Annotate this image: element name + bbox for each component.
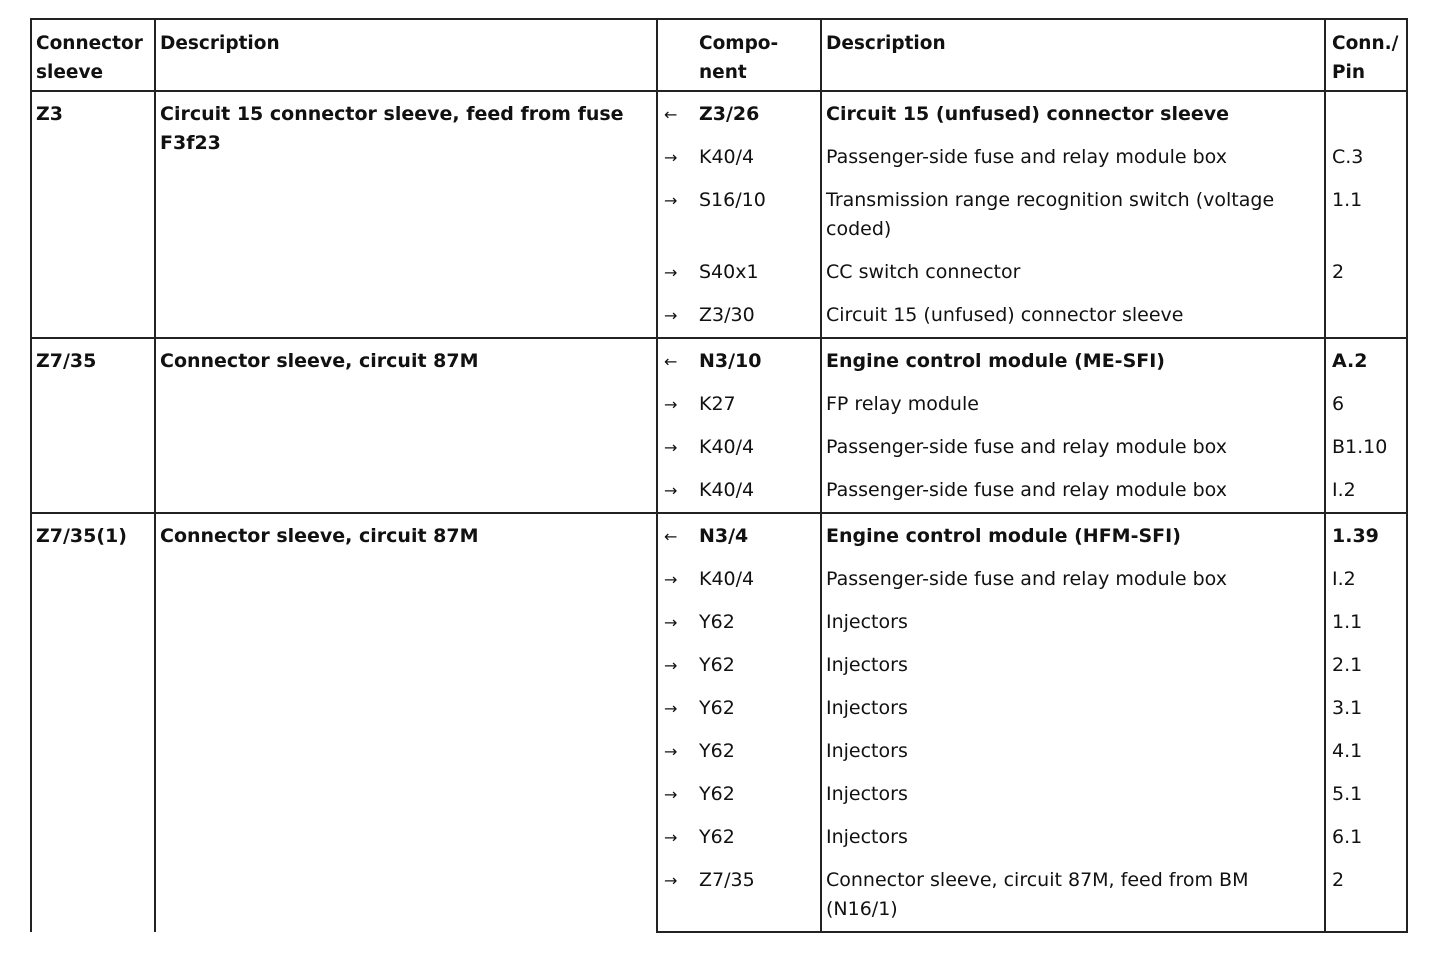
component-description: Passenger-side fuse and relay module box bbox=[821, 426, 1325, 469]
table-header-row bbox=[31, 19, 1407, 91]
connector-pin: I.2 bbox=[1325, 558, 1407, 601]
arrow-left-icon: ← bbox=[657, 513, 699, 558]
arrow-right-icon: → bbox=[657, 816, 699, 859]
connector-pin: I.2 bbox=[1325, 469, 1407, 513]
arrow-right-icon: → bbox=[657, 644, 699, 687]
connector-pin: 1.1 bbox=[1325, 601, 1407, 644]
component-id: N3/10 bbox=[699, 338, 821, 383]
connector-sleeve-id: Z7/35(1) bbox=[31, 513, 155, 932]
table-body bbox=[31, 91, 1407, 932]
component-description: Injectors bbox=[821, 601, 1325, 644]
arrow-right-icon: → bbox=[657, 469, 699, 513]
component-id: S40x1 bbox=[699, 251, 821, 294]
connector-pin: 4.1 bbox=[1325, 730, 1407, 773]
connector-pin: C.3 bbox=[1325, 136, 1407, 179]
table-row bbox=[31, 91, 1407, 136]
header-component-line-1: Compo- bbox=[699, 33, 779, 54]
header-description: Description bbox=[155, 19, 657, 91]
component-description: CC switch connector bbox=[821, 251, 1325, 294]
table-row bbox=[31, 338, 1407, 383]
component-description: Injectors bbox=[821, 644, 1325, 687]
component-id: Z3/30 bbox=[699, 294, 821, 338]
component-id: S16/10 bbox=[699, 179, 821, 251]
arrow-right-icon: → bbox=[657, 773, 699, 816]
arrow-right-icon: → bbox=[657, 383, 699, 426]
component-id: N3/4 bbox=[699, 513, 821, 558]
arrow-right-icon: → bbox=[657, 601, 699, 644]
component-description: Injectors bbox=[821, 730, 1325, 773]
connector-pin: 2 bbox=[1325, 859, 1407, 932]
arrow-left-icon: ← bbox=[657, 338, 699, 383]
arrow-right-icon: → bbox=[657, 687, 699, 730]
component-description: Connector sleeve, circuit 87M, feed from BM (N16/1) bbox=[821, 859, 1325, 932]
component-description: Engine control module (HFM-SFI) bbox=[821, 513, 1325, 558]
header-component-line-2: nent bbox=[699, 62, 747, 83]
component-id: K40/4 bbox=[699, 558, 821, 601]
arrow-right-icon: → bbox=[657, 136, 699, 179]
connector-sleeve-description: Connector sleeve, circuit 87M bbox=[155, 513, 657, 932]
table-row bbox=[31, 513, 1407, 558]
connector-sleeve-table bbox=[30, 18, 1408, 933]
connector-pin: 3.1 bbox=[1325, 687, 1407, 730]
component-id: Z7/35 bbox=[699, 859, 821, 932]
arrow-right-icon: → bbox=[657, 294, 699, 338]
connector-pin: 1.39 bbox=[1325, 513, 1407, 558]
arrow-right-icon: → bbox=[657, 558, 699, 601]
component-description: Injectors bbox=[821, 687, 1325, 730]
connector-sleeve-description: Circuit 15 connector sleeve, feed from fuse F3f23 bbox=[155, 91, 657, 338]
connector-pin: B1.10 bbox=[1325, 426, 1407, 469]
arrow-right-icon: → bbox=[657, 179, 699, 251]
component-id: Z3/26 bbox=[699, 91, 821, 136]
header-conn-pin bbox=[1325, 19, 1407, 91]
connector-pin: 6.1 bbox=[1325, 816, 1407, 859]
connector-pin: 2 bbox=[1325, 251, 1407, 294]
connector-pin: 5.1 bbox=[1325, 773, 1407, 816]
component-description: Circuit 15 (unfused) connector sleeve bbox=[821, 91, 1325, 136]
arrow-left-icon: ← bbox=[657, 91, 699, 136]
connector-pin: 1.1 bbox=[1325, 179, 1407, 251]
header-sleeve-line-1: Connector bbox=[36, 33, 143, 54]
connector-sleeve-description: Connector sleeve, circuit 87M bbox=[155, 338, 657, 513]
header-component-description: Description bbox=[821, 19, 1325, 91]
connector-pin: A.2 bbox=[1325, 338, 1407, 383]
component-id: K27 bbox=[699, 383, 821, 426]
component-description: Passenger-side fuse and relay module box bbox=[821, 469, 1325, 513]
component-id: Y62 bbox=[699, 601, 821, 644]
arrow-right-icon: → bbox=[657, 859, 699, 932]
header-pin-line-1: Conn./ bbox=[1332, 33, 1399, 54]
arrow-right-icon: → bbox=[657, 251, 699, 294]
component-id: Y62 bbox=[699, 687, 821, 730]
component-description: Passenger-side fuse and relay module box bbox=[821, 558, 1325, 601]
header-pin-line-2: Pin bbox=[1332, 62, 1366, 83]
header-arrow-spacer bbox=[657, 19, 699, 91]
arrow-right-icon: → bbox=[657, 426, 699, 469]
connector-sleeve-id: Z7/35 bbox=[31, 338, 155, 513]
component-id: Y62 bbox=[699, 730, 821, 773]
connector-pin: 6 bbox=[1325, 383, 1407, 426]
component-id: K40/4 bbox=[699, 136, 821, 179]
component-id: K40/4 bbox=[699, 426, 821, 469]
component-description: Injectors bbox=[821, 816, 1325, 859]
connector-pin: 2.1 bbox=[1325, 644, 1407, 687]
component-description: Transmission range recognition switch (voltage coded) bbox=[821, 179, 1325, 251]
connector-pin bbox=[1325, 294, 1407, 338]
component-description: Injectors bbox=[821, 773, 1325, 816]
connector-sleeve-id: Z3 bbox=[31, 91, 155, 338]
header-connector-sleeve bbox=[31, 19, 155, 91]
component-description: Engine control module (ME-SFI) bbox=[821, 338, 1325, 383]
component-id: Y62 bbox=[699, 773, 821, 816]
arrow-right-icon: → bbox=[657, 730, 699, 773]
component-description: Circuit 15 (unfused) connector sleeve bbox=[821, 294, 1325, 338]
component-id: K40/4 bbox=[699, 469, 821, 513]
component-description: Passenger-side fuse and relay module box bbox=[821, 136, 1325, 179]
component-description: FP relay module bbox=[821, 383, 1325, 426]
component-id: Y62 bbox=[699, 816, 821, 859]
connector-pin bbox=[1325, 91, 1407, 136]
header-sleeve-line-2: sleeve bbox=[36, 62, 104, 83]
header-component bbox=[699, 19, 821, 91]
component-id: Y62 bbox=[699, 644, 821, 687]
